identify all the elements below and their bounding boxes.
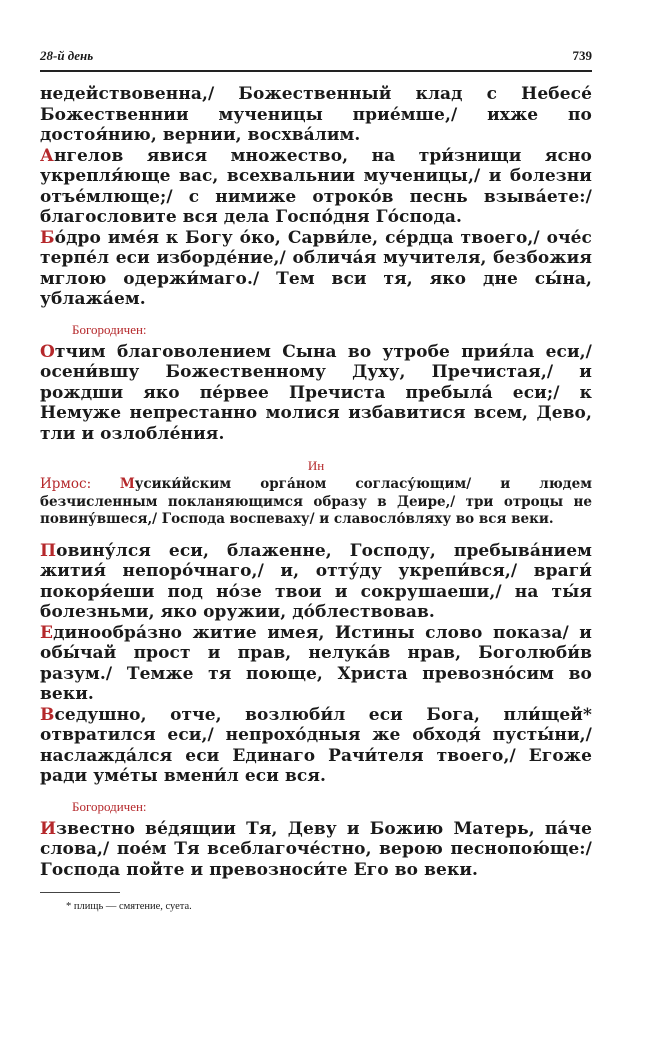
stanza-vsedushno: Вседушно, отче, возлюби́л еси Бога, пли́щей* отвратился еси,/ непрохо́дныя же обходя́ пусты́ни,/ наслажда́лся еси Единаго Рачи́теля твоего,/ Егоже ради уме́ты вмени́л еси вся. xyxy=(40,704,592,786)
drop-initial: М xyxy=(119,476,135,492)
page-number: 739 xyxy=(572,48,592,63)
stanza-sarvil: Бо́дро име́я к Богу о́ко, Сарви́ле, се́рдца твоего,/ оче́с терпе́л еси изборде́ние,/ облича́я мучителя, безбожия мглою одержи́маго./ Тем вси тя, яко дне сы́на, ублажа́ем. xyxy=(40,227,592,309)
footnote: * плищь — смятение, суета. xyxy=(66,901,192,912)
drop-initial: Б xyxy=(40,227,55,248)
drop-initial: В xyxy=(40,704,55,725)
theotokion-label-2: Богородичен: xyxy=(72,798,147,814)
stanza-angels: Ангелов явися множество, на три́знищи ясно укрепля́юще вас, всехвальнии мученицы,/ и болезни отъе́млюще;/ с нимиже отроко́в песнь взыва́ете:/ благословите вся дела Госпо́дня Го́спода. xyxy=(40,145,592,227)
footnote-rule xyxy=(40,892,120,893)
theotokion-1: Отчим благоволением Сына во утробе прия́ла еси,/ осени́вшу Божественному Духу, Пречистая,/ и рождши яко пе́рвее Пречиста пребыла́ еси;/ к Немуже непрестанно молися избавитися всем, Дево, тли и озлобле́ния. xyxy=(40,341,592,444)
running-header xyxy=(40,48,592,72)
stanza-edinoobrazno: Единообра́зно житие имея, Истины слово показа/ и обы́чай прост и прав, нелука́в нрав, Боголюби́в разум./ Темже тя поюще, Христа превозно́сим во веки. xyxy=(40,622,592,704)
drop-initial: О xyxy=(40,341,55,362)
stanza-continued: недействовенна,/ Божественный клад с Небесе́ Божественнии мученицы прие́мше,/ ихже по достоя́нию, вернии, восхва́лим. xyxy=(40,84,592,145)
drop-initial: Е xyxy=(40,622,54,643)
page xyxy=(40,48,592,912)
theotokion-label-1: Богородичен: xyxy=(72,321,147,337)
irmos-label: Ирмос: xyxy=(40,476,120,492)
in-label: Ин xyxy=(307,458,325,473)
day-title: 28-й день xyxy=(40,48,94,63)
irmos: Ирмос: Мусики́йским орга́ном согласу́ющим/ и людем безчисленным покланяющимся образу в Деире,/ три отроцы не повину́вшеся,/ Господа воспеваху/ и славосло́вляху во вся веки. xyxy=(40,476,592,527)
drop-initial: А xyxy=(40,145,54,166)
stanza-povinulsya: Повину́лся еси, блаженне, Господу, пребыва́нием жития́ непоро́чнаго,/ и, отту́ду укрепи́вся,/ враги́ покоря́еши под но́зе твои и сокрушаеши,/ на ты́я болезньми, яко оружии, до́блествовав. xyxy=(40,540,592,622)
drop-initial: П xyxy=(40,540,57,561)
theotokion-2: Известно ве́дящии Тя, Деву и Божию Матерь, па́че слова,/ пое́м Тя всеблагоче́стно, верою песнопою́ще:/ Господа пойте и превозноси́те Его во веки. xyxy=(40,818,592,880)
drop-initial: И xyxy=(40,818,57,839)
